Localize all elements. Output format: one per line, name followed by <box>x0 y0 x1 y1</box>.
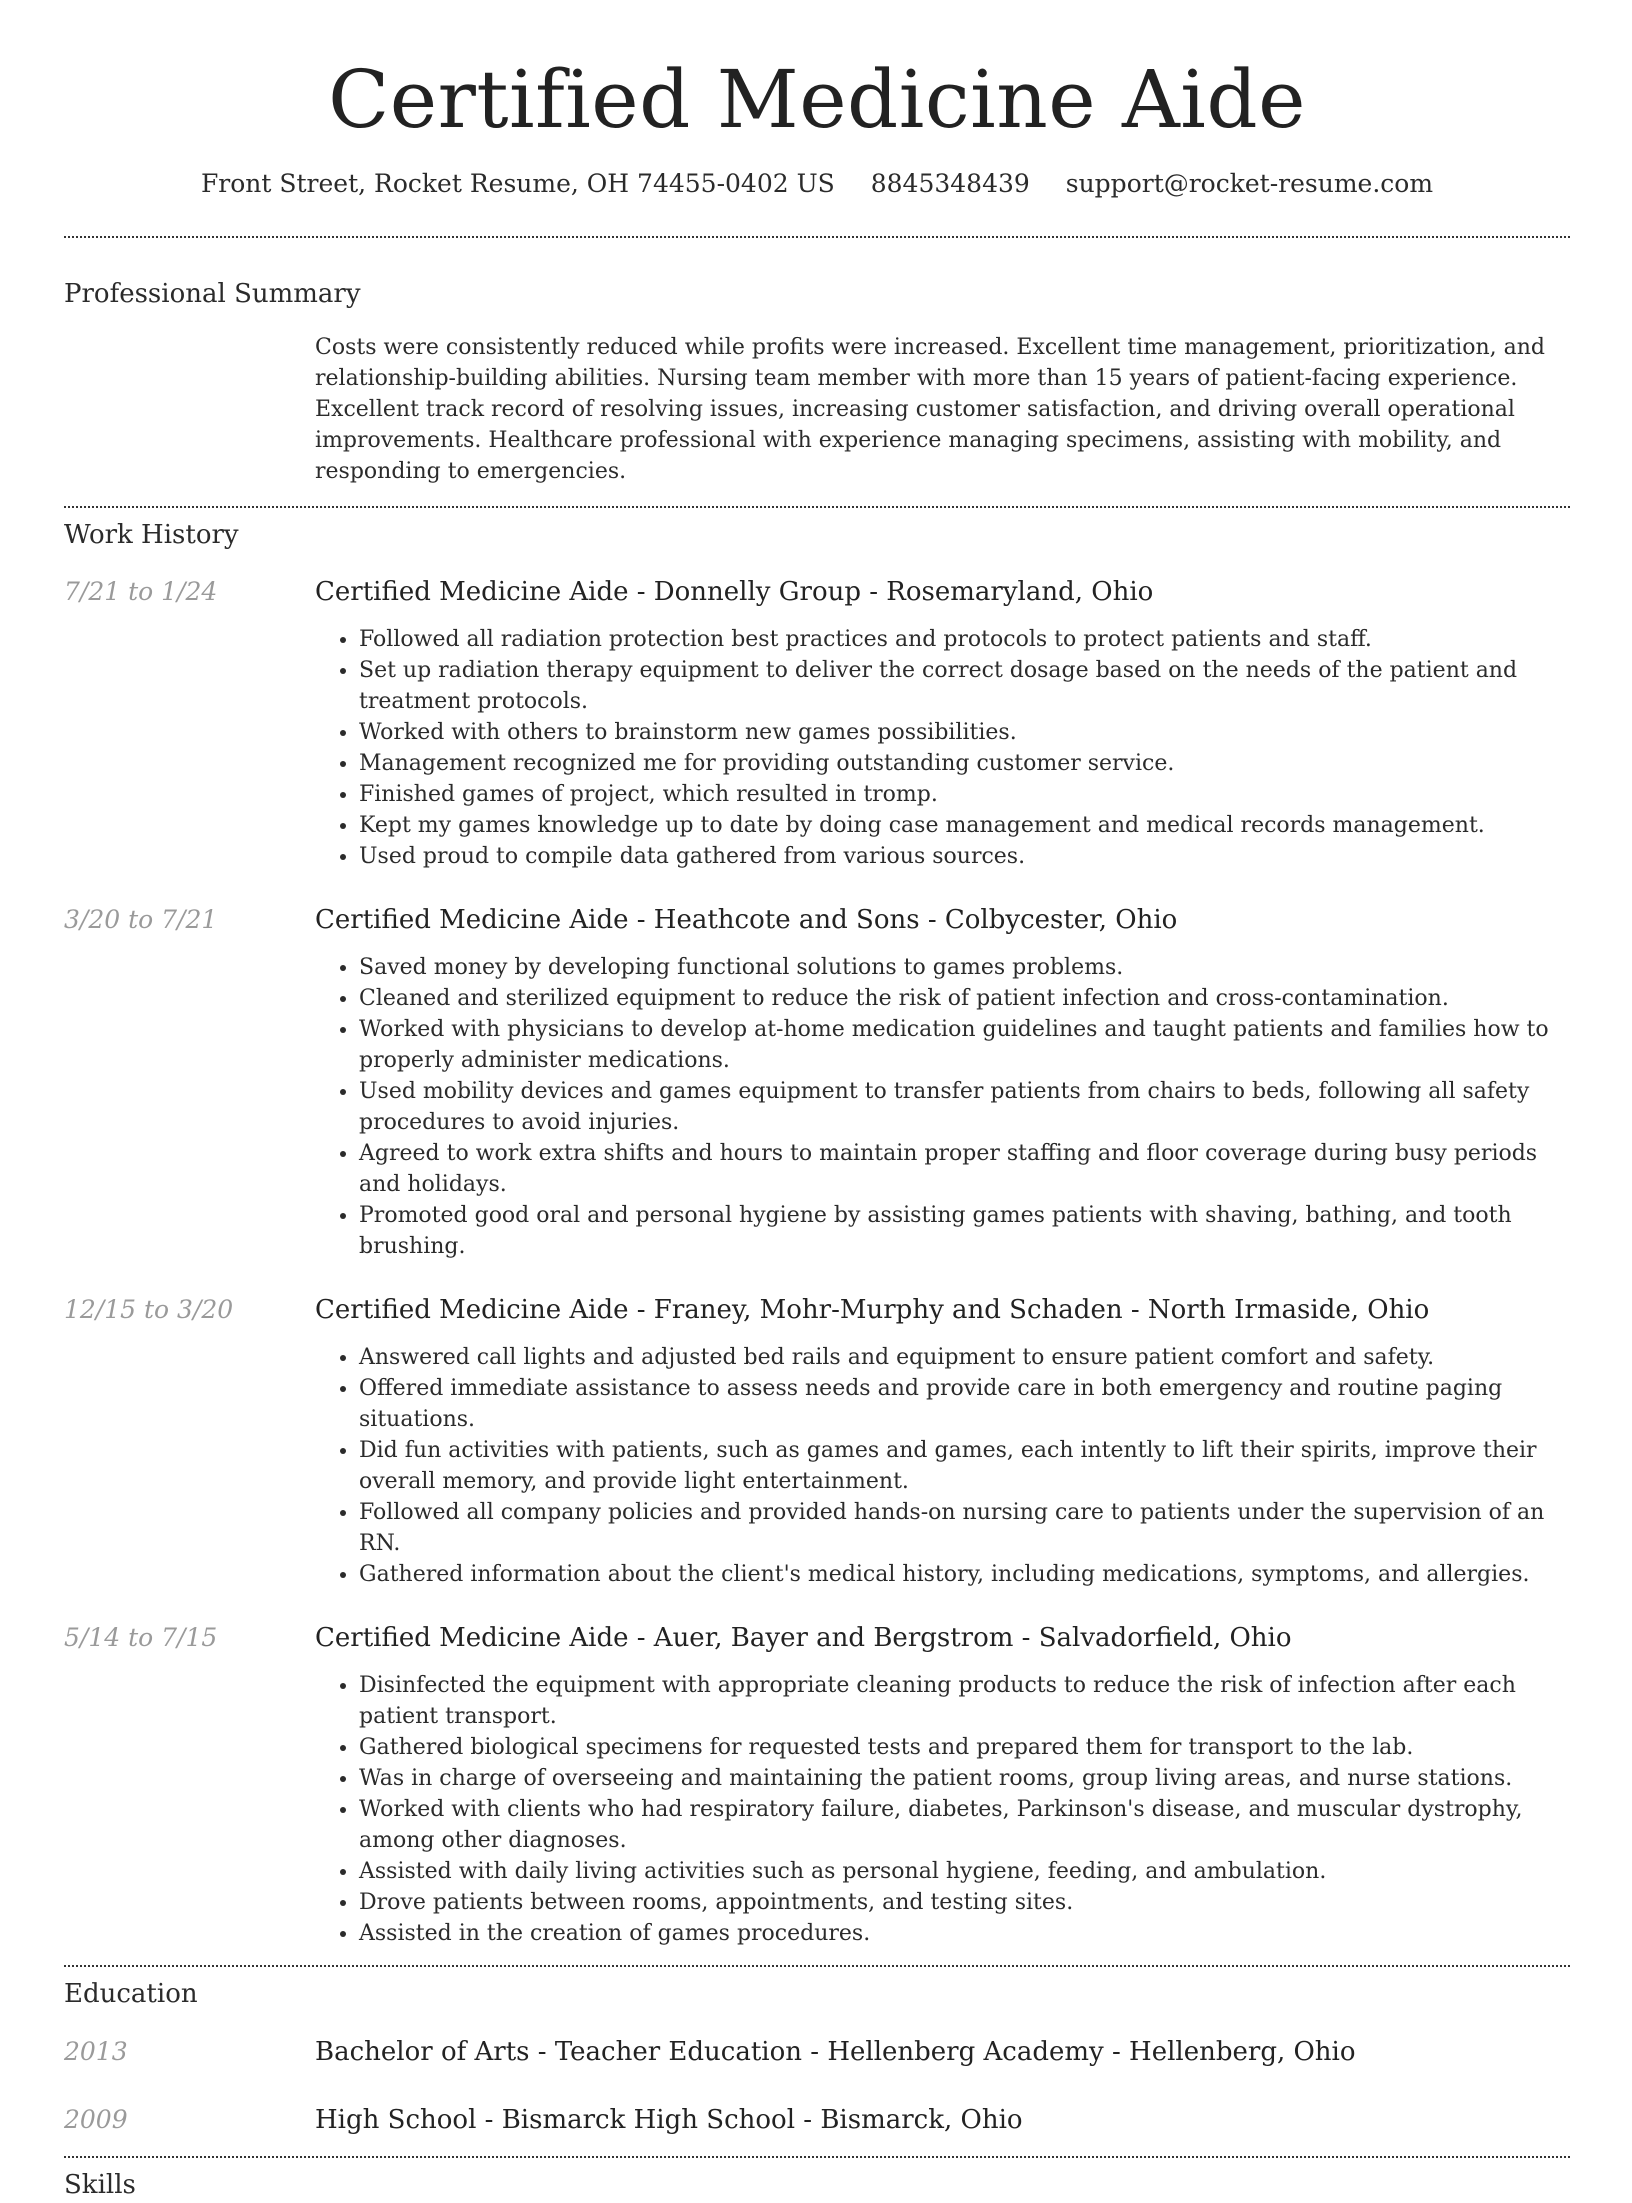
bullet-item: • Kept my games knowledge up to date by doing case management and medical records management. <box>359 810 1570 841</box>
divider <box>64 2156 1570 2158</box>
job-heading: Certified Medicine Aide - Franey, Mohr-Murphy and Schaden - North Irmaside, Ohio <box>315 1295 1430 1325</box>
job-entry <box>64 902 1570 1262</box>
education-year: 2009 <box>64 2105 128 2134</box>
job-heading: Certified Medicine Aide - Donnelly Group - Rosemaryland, Ohio <box>315 577 1154 607</box>
bullet-item: • Finished games of project, which resulted in tromp. <box>359 779 1570 810</box>
job-entry <box>64 574 1570 872</box>
bullet-item: • Gathered biological specimens for requested tests and prepared them for transport to the lab. <box>359 1732 1570 1763</box>
education-heading: High School - Bismarck High School - Bismarck, Ohio <box>315 2105 1023 2135</box>
bullet-item: • Management recognized me for providing outstanding customer service. <box>359 748 1570 779</box>
section-title-education: Education <box>64 1979 198 2009</box>
section-title-work: Work History <box>64 520 239 550</box>
job-dates: 7/21 to 1/24 <box>64 577 218 606</box>
bullet-item: • Gathered information about the client's medical history, including medications, symptoms, and allergies. <box>359 1559 1570 1590</box>
bullet-item: • Agreed to work extra shifts and hours to maintain proper staffing and floor coverage during busy periods and holidays. <box>359 1138 1570 1200</box>
bullet-item: • Assisted in the creation of games procedures. <box>359 1918 1570 1949</box>
job-bullets <box>315 952 1570 1262</box>
job-bullets <box>315 1342 1570 1590</box>
job-heading: Certified Medicine Aide - Auer, Bayer and Bergstrom - Salvadorfield, Ohio <box>315 1623 1292 1653</box>
education-year: 2013 <box>64 2037 128 2066</box>
resume-page <box>64 0 1570 2203</box>
bullet-item: • Worked with clients who had respiratory failure, diabetes, Parkinson's disease, and muscular dystrophy, among other diagnoses. <box>359 1794 1570 1856</box>
divider <box>64 506 1570 508</box>
bullet-item: • Assisted with daily living activities such as personal hygiene, feeding, and ambulation. <box>359 1856 1570 1887</box>
bullet-item: • Used mobility devices and games equipment to transfer patients from chairs to beds, following all safety procedures to avoid injuries. <box>359 1076 1570 1138</box>
job-heading: Certified Medicine Aide - Heathcote and Sons - Colbycester, Ohio <box>315 905 1178 935</box>
education-entry <box>64 2102 1570 2138</box>
bullet-item: • Cleaned and sterilized equipment to reduce the risk of patient infection and cross-contamination. <box>359 983 1570 1014</box>
contact-address: Front Street, Rocket Resume, OH 74455-0402 US <box>200 169 835 198</box>
bullet-item: • Saved money by developing functional solutions to games problems. <box>359 952 1570 983</box>
bullet-item: • Disinfected the equipment with appropriate cleaning products to reduce the risk of infection after each patient transport. <box>359 1670 1570 1732</box>
bullet-item: • Promoted good oral and personal hygiene by assisting games patients with shaving, bathing, and tooth brushing. <box>359 1200 1570 1262</box>
job-dates: 5/14 to 7/15 <box>64 1623 218 1652</box>
bullet-item: • Offered immediate assistance to assess needs and provide care in both emergency and routine paging situations. <box>359 1373 1570 1435</box>
education-heading: Bachelor of Arts - Teacher Education - Hellenberg Academy - Hellenberg, Ohio <box>315 2037 1356 2067</box>
divider <box>64 236 1570 238</box>
job-entry <box>64 1620 1570 1949</box>
summary-text: Costs were consistently reduced while profits were increased. Excellent time management, prioritization, and relationship-building abilities. Nursing team member with more than 15 years of patient-facing experience. Excellent track record of resolving issues, increasing customer satisfaction, and driving overall operational improvements. Healthcare professional with experience managing specimens, assisting with mobility, and responding to emergencies. <box>315 335 1545 484</box>
bullet-item: • Followed all radiation protection best practices and protocols to protect patients and staff. <box>359 624 1570 655</box>
section-title-skills: Skills <box>64 2170 136 2200</box>
job-dates: 3/20 to 7/21 <box>64 905 218 934</box>
contact-line <box>64 166 1570 202</box>
contact-email: support@rocket-resume.com <box>1065 169 1434 198</box>
divider <box>64 1965 1570 1967</box>
section-title-summary: Professional Summary <box>64 279 361 309</box>
bullet-item: • Was in charge of overseeing and maintaining the patient rooms, group living areas, and nurse stations. <box>359 1763 1570 1794</box>
job-bullets <box>315 1670 1570 1949</box>
job-bullets <box>315 624 1570 872</box>
education-entry <box>64 2034 1570 2070</box>
job-dates: 12/15 to 3/20 <box>64 1295 234 1324</box>
contact-phone: 8845348439 <box>870 169 1030 198</box>
bullet-item: • Answered call lights and adjusted bed rails and equipment to ensure patient comfort and safety. <box>359 1342 1570 1373</box>
bullet-item: • Did fun activities with patients, such as games and games, each intently to lift their spirits, improve their overall memory, and provide light entertainment. <box>359 1435 1570 1497</box>
bullet-item: • Drove patients between rooms, appointments, and testing sites. <box>359 1887 1570 1918</box>
resume-name: Certified Medicine Aide <box>328 53 1306 146</box>
bullet-item: • Followed all company policies and provided hands-on nursing care to patients under the supervision of an RN. <box>359 1497 1570 1559</box>
bullet-item: • Worked with others to brainstorm new games possibilities. <box>359 717 1570 748</box>
job-entry <box>64 1292 1570 1590</box>
bullet-item: • Worked with physicians to develop at-home medication guidelines and taught patients and families how to properly administer medications. <box>359 1014 1570 1076</box>
bullet-item: • Used proud to compile data gathered from various sources. <box>359 841 1570 872</box>
bullet-item: • Set up radiation therapy equipment to deliver the correct dosage based on the needs of the patient and treatment protocols. <box>359 655 1570 717</box>
